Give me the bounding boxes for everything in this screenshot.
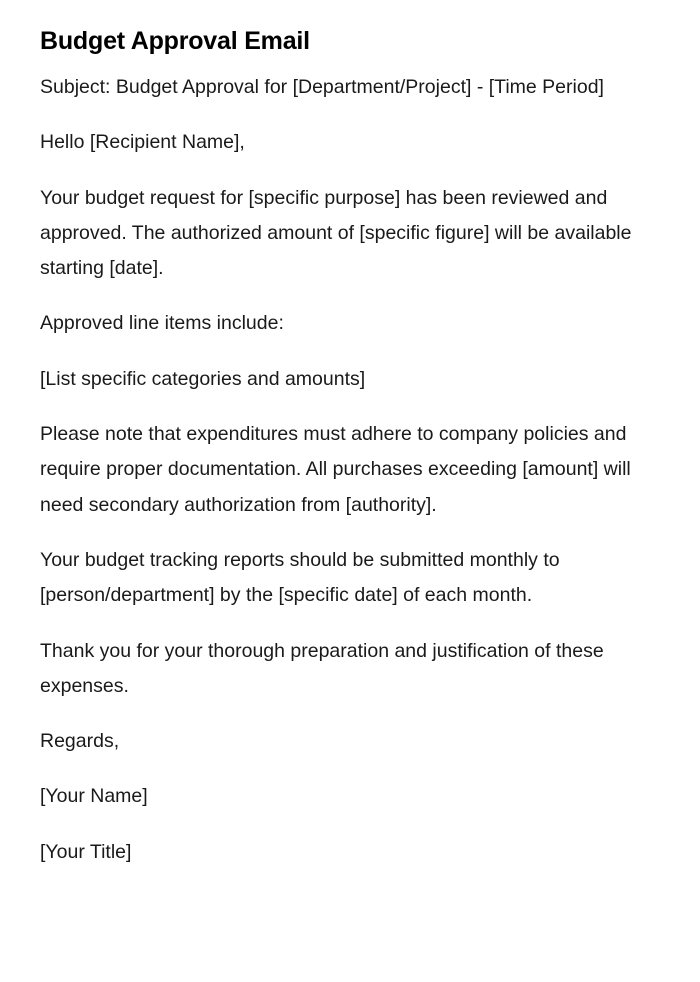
policy-paragraph: Please note that expenditures must adhere to company policies and require proper documentation. All purchases exceeding [amount] will need secondary authorization from [authority].	[40, 423, 631, 516]
signature-title: [Your Title]	[40, 840, 132, 863]
thanks-paragraph: Thank you for your thorough preparation and justification of these expenses.	[40, 639, 604, 697]
signature-name: [Your Name]	[40, 785, 148, 808]
greeting: Hello [Recipient Name],	[40, 131, 245, 154]
approval-paragraph: Your budget request for [specific purpose] has been reviewed and approved. The authorized amount of [specific figure] will be available starting [date].	[40, 186, 632, 280]
email-document	[40, 24, 640, 890]
subject-line: Subject: Budget Approval for [Department/Project] - [Time Period]	[40, 76, 604, 98]
document-title: Budget Approval Email	[40, 27, 310, 55]
line-items-heading: Approved line items include:	[40, 312, 284, 335]
closing: Regards,	[40, 730, 120, 753]
reporting-paragraph: Your budget tracking reports should be submitted monthly to [person/department] by the [specific date] of each month.	[40, 548, 560, 607]
line-items-placeholder: [List specific categories and amounts]	[40, 367, 366, 390]
